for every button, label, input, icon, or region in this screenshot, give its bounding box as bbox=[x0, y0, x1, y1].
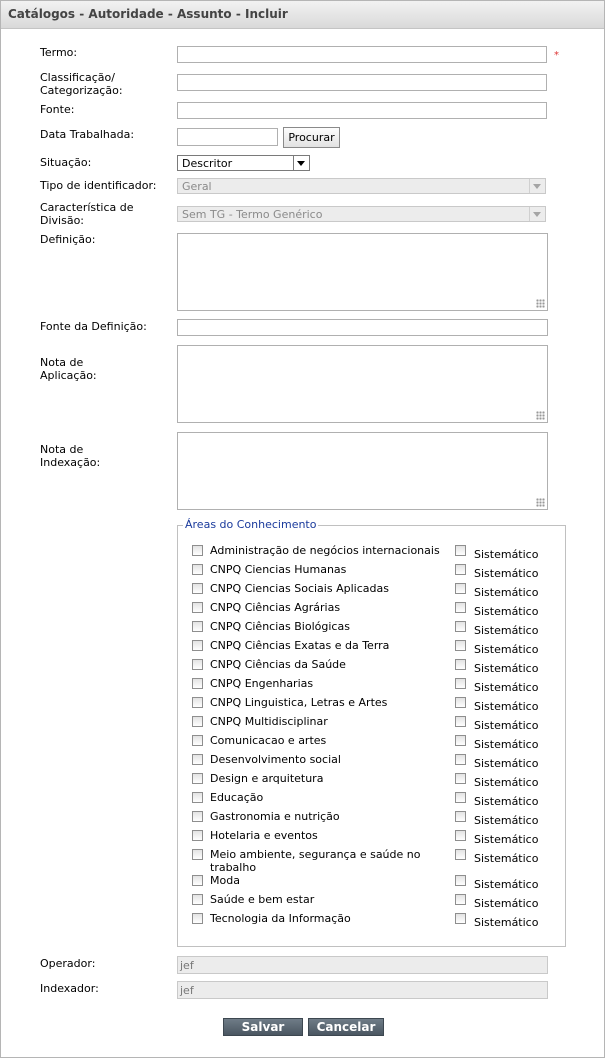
sistematico-checkbox[interactable] bbox=[455, 697, 466, 708]
sistematico-checkbox[interactable] bbox=[455, 659, 466, 670]
area-checkbox[interactable] bbox=[192, 678, 203, 689]
area-checkbox[interactable] bbox=[192, 716, 203, 727]
area-checkbox[interactable] bbox=[192, 849, 203, 860]
area-label: CNPQ Ciências Agrárias bbox=[210, 601, 341, 614]
tipo-identificador-value: Geral bbox=[182, 180, 212, 193]
salvar-button[interactable]: Salvar bbox=[223, 1018, 303, 1036]
sistematico-label: Sistemático bbox=[474, 852, 539, 865]
sistematico-checkbox[interactable] bbox=[455, 602, 466, 613]
nota-indexacao-textarea[interactable] bbox=[177, 432, 548, 510]
area-label: Educação bbox=[210, 791, 264, 804]
area-checkbox[interactable] bbox=[192, 621, 203, 632]
area-label: Saúde e bem estar bbox=[210, 893, 315, 906]
situacao-select[interactable] bbox=[177, 155, 310, 171]
termo-label: Termo: bbox=[40, 46, 78, 59]
definicao-textarea[interactable] bbox=[177, 233, 548, 311]
definicao-label: Definição: bbox=[40, 233, 96, 246]
areas-legend: Áreas do Conhecimento bbox=[185, 518, 317, 531]
indexador-field: jef bbox=[177, 981, 548, 999]
operador-label: Operador: bbox=[40, 957, 96, 970]
sistematico-label: Sistemático bbox=[474, 833, 539, 846]
caracteristica-divisao-select bbox=[177, 206, 546, 222]
sistematico-label: Sistemático bbox=[474, 757, 539, 770]
tipo-identificador-select bbox=[177, 178, 546, 194]
tipo-identificador-label: Tipo de identificador: bbox=[40, 179, 157, 192]
sistematico-label: Sistemático bbox=[474, 548, 539, 561]
area-checkbox[interactable] bbox=[192, 735, 203, 746]
area-checkbox[interactable] bbox=[192, 583, 203, 594]
area-label: Administração de negócios internacionais bbox=[210, 544, 440, 557]
area-label: CNPQ Ciencias Sociais Aplicadas bbox=[210, 582, 389, 595]
sistematico-checkbox[interactable] bbox=[455, 735, 466, 746]
area-checkbox[interactable] bbox=[192, 830, 203, 841]
area-label: Desenvolvimento social bbox=[210, 753, 341, 766]
area-checkbox[interactable] bbox=[192, 564, 203, 575]
sistematico-checkbox[interactable] bbox=[455, 678, 466, 689]
sistematico-checkbox[interactable] bbox=[455, 583, 466, 594]
area-label: Hotelaria e eventos bbox=[210, 829, 318, 842]
chevron-down-icon bbox=[529, 179, 545, 193]
sistematico-label: Sistemático bbox=[474, 776, 539, 789]
area-label: CNPQ Multidisciplinar bbox=[210, 715, 328, 728]
area-checkbox[interactable] bbox=[192, 545, 203, 556]
sistematico-checkbox[interactable] bbox=[455, 754, 466, 765]
operador-field: jef bbox=[177, 956, 548, 974]
nota-indexacao-label: Nota de Indexação: bbox=[40, 443, 101, 469]
sistematico-checkbox[interactable] bbox=[455, 640, 466, 651]
sistematico-checkbox[interactable] bbox=[455, 621, 466, 632]
required-mark: * bbox=[554, 50, 559, 61]
sistematico-label: Sistemático bbox=[474, 586, 539, 599]
sistematico-checkbox[interactable] bbox=[455, 875, 466, 886]
sistematico-label: Sistemático bbox=[474, 738, 539, 751]
sistematico-checkbox[interactable] bbox=[455, 773, 466, 784]
resize-grip-icon[interactable] bbox=[536, 411, 545, 420]
area-label: Comunicacao e artes bbox=[210, 734, 327, 747]
sistematico-checkbox[interactable] bbox=[455, 913, 466, 924]
sistematico-checkbox[interactable] bbox=[455, 792, 466, 803]
sistematico-checkbox[interactable] bbox=[455, 894, 466, 905]
data-trabalhada-input[interactable] bbox=[177, 128, 278, 146]
area-label: CNPQ Ciências Exatas e da Terra bbox=[210, 639, 390, 652]
sistematico-label: Sistemático bbox=[474, 878, 539, 891]
sistematico-label: Sistemático bbox=[474, 700, 539, 713]
sistematico-checkbox[interactable] bbox=[455, 564, 466, 575]
area-checkbox[interactable] bbox=[192, 875, 203, 886]
data-trabalhada-label: Data Trabalhada: bbox=[40, 128, 135, 141]
sistematico-label: Sistemático bbox=[474, 814, 539, 827]
sistematico-checkbox[interactable] bbox=[455, 830, 466, 841]
nota-aplicacao-textarea[interactable] bbox=[177, 345, 548, 423]
sistematico-checkbox[interactable] bbox=[455, 716, 466, 727]
area-checkbox[interactable] bbox=[192, 640, 203, 651]
sistematico-label: Sistemático bbox=[474, 567, 539, 580]
area-checkbox[interactable] bbox=[192, 754, 203, 765]
fonte-definicao-label: Fonte da Definição: bbox=[40, 320, 147, 333]
area-label: CNPQ Ciências da Saúde bbox=[210, 658, 346, 671]
classificacao-label: Classificação/ Categorização: bbox=[40, 71, 123, 97]
sistematico-label: Sistemático bbox=[474, 624, 539, 637]
cancelar-button[interactable]: Cancelar bbox=[308, 1018, 384, 1036]
procurar-button[interactable]: Procurar bbox=[283, 127, 340, 148]
chevron-down-icon bbox=[529, 207, 545, 221]
area-label: Design e arquitetura bbox=[210, 772, 324, 785]
resize-grip-icon[interactable] bbox=[536, 299, 545, 308]
area-label: CNPQ Linguistica, Letras e Artes bbox=[210, 696, 388, 709]
fonte-label: Fonte: bbox=[40, 103, 75, 116]
sistematico-label: Sistemático bbox=[474, 719, 539, 732]
area-label: CNPQ Engenharias bbox=[210, 677, 314, 690]
sistematico-label: Sistemático bbox=[474, 605, 539, 618]
page-title: Catálogos - Autoridade - Assunto - Incluir bbox=[8, 7, 288, 21]
sistematico-label: Sistemático bbox=[474, 897, 539, 910]
fonte-definicao-input[interactable] bbox=[177, 319, 548, 336]
area-label: Meio ambiente, segurança e saúde no trabalho bbox=[210, 848, 421, 874]
area-checkbox[interactable] bbox=[192, 602, 203, 613]
caracteristica-divisao-value: Sem TG - Termo Genérico bbox=[182, 208, 323, 221]
resize-grip-icon[interactable] bbox=[536, 498, 545, 507]
title-bar bbox=[1, 1, 604, 29]
area-checkbox[interactable] bbox=[192, 811, 203, 822]
area-checkbox[interactable] bbox=[192, 894, 203, 905]
area-checkbox[interactable] bbox=[192, 913, 203, 924]
sistematico-checkbox[interactable] bbox=[455, 545, 466, 556]
area-checkbox[interactable] bbox=[192, 659, 203, 670]
chevron-down-icon[interactable] bbox=[293, 156, 309, 170]
area-label: CNPQ Ciencias Humanas bbox=[210, 563, 347, 576]
sistematico-label: Sistemático bbox=[474, 916, 539, 929]
sistematico-checkbox[interactable] bbox=[455, 849, 466, 860]
sistematico-label: Sistemático bbox=[474, 643, 539, 656]
area-label: Gastronomia e nutrição bbox=[210, 810, 340, 823]
sistematico-label: Sistemático bbox=[474, 681, 539, 694]
area-label: CNPQ Ciências Biológicas bbox=[210, 620, 350, 633]
fonte-input[interactable] bbox=[177, 102, 547, 119]
classificacao-input[interactable] bbox=[177, 74, 547, 91]
sistematico-label: Sistemático bbox=[474, 662, 539, 675]
termo-input[interactable] bbox=[177, 46, 547, 63]
area-label: Moda bbox=[210, 874, 240, 887]
caracteristica-divisao-label: Característica de Divisão: bbox=[40, 201, 134, 227]
indexador-label: Indexador: bbox=[40, 982, 99, 995]
sistematico-label: Sistemático bbox=[474, 795, 539, 808]
area-checkbox[interactable] bbox=[192, 773, 203, 784]
situacao-value: Descritor bbox=[182, 157, 233, 170]
area-label: Tecnologia da Informação bbox=[210, 912, 351, 925]
nota-aplicacao-label: Nota de Aplicação: bbox=[40, 356, 97, 382]
area-checkbox[interactable] bbox=[192, 697, 203, 708]
situacao-label: Situação: bbox=[40, 156, 92, 169]
sistematico-checkbox[interactable] bbox=[455, 811, 466, 822]
area-checkbox[interactable] bbox=[192, 792, 203, 803]
